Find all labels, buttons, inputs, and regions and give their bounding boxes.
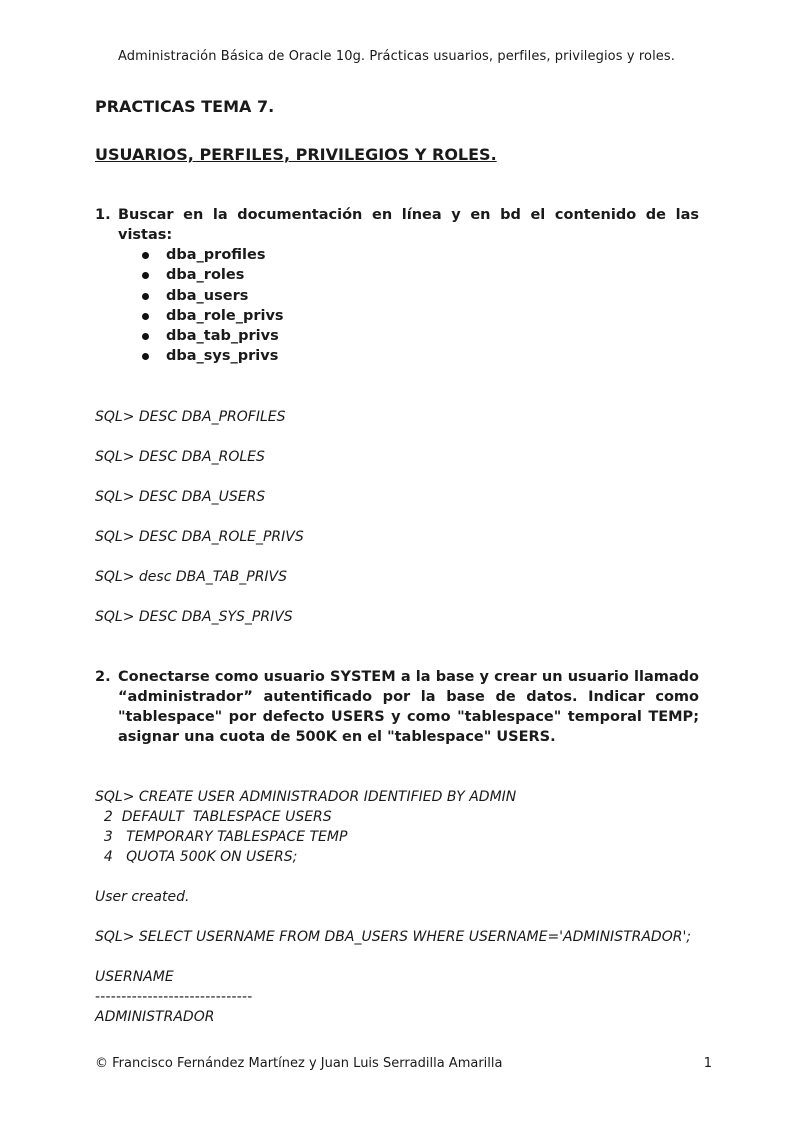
question-number: 1.	[95, 207, 111, 223]
sql-prompt: SQL	[95, 789, 123, 805]
list-item: dba_profiles	[140, 245, 284, 265]
sql-prompt: SQL	[95, 569, 123, 585]
list-item: dba_tab_privs	[140, 326, 284, 346]
sql-prompt: SQL	[95, 489, 123, 505]
sql-desc-users: SQL> DESC DBA_USERS	[95, 489, 266, 505]
running-header: Administración Básica de Oracle 10g. Prácticas usuarios, perfiles, privilegios y roles.	[118, 49, 675, 64]
views-list	[140, 245, 284, 367]
bullet-icon	[142, 353, 149, 360]
question-1	[95, 205, 699, 245]
sql-desc-sys-privs: SQL> DESC DBA_SYS_PRIVS	[95, 609, 293, 625]
list-item: dba_role_privs	[140, 306, 284, 326]
bullet-icon	[142, 252, 149, 259]
list-item: dba_roles	[140, 265, 284, 285]
sql-create-user: SQL> CREATE USER ADMINISTRADOR IDENTIFIED BY ADMIN 2 DEFAULT TABLESPACE USERS 3 TEMPORARY TABLESPACE TEMP 4 QUOTA 500K ON USERS;	[95, 789, 517, 865]
question-number: 2.	[95, 669, 111, 685]
footer-copyright: © Francisco Fernández Martínez y Juan Luis Serradilla Amarilla	[95, 1056, 503, 1071]
bullet-icon	[142, 333, 149, 340]
sql-prompt: SQL	[95, 409, 123, 425]
sql-prompt: SQL	[95, 929, 123, 945]
sql-prompt: SQL	[95, 529, 123, 545]
bullet-icon	[142, 293, 149, 300]
sql-user-created: User created.	[95, 889, 190, 905]
bullet-icon	[142, 272, 149, 279]
sql-select-query: SQL> SELECT USERNAME FROM DBA_USERS WHERE USERNAME='ADMINISTRADOR';	[95, 929, 692, 945]
main-title: PRACTICAS TEMA 7.	[95, 97, 275, 116]
page-footer	[95, 1056, 712, 1071]
bullet-icon	[142, 313, 149, 320]
result-separator: ------------------------------	[95, 989, 253, 1005]
result-column-header: USERNAME	[95, 969, 174, 985]
list-item: dba_users	[140, 286, 284, 306]
sub-title: USUARIOS, PERFILES, PRIVILEGIOS Y ROLES.	[95, 145, 497, 164]
question-text: Buscar en la documentación en línea y en bd el contenido de las vistas:	[118, 207, 699, 243]
sql-prompt: SQL	[95, 449, 123, 465]
sql-prompt: SQL	[95, 609, 123, 625]
question-2	[95, 667, 699, 747]
sql-desc-profiles: SQL> DESC DBA_PROFILES	[95, 409, 286, 425]
sql-desc-roles: SQL> DESC DBA_ROLES	[95, 449, 265, 465]
page-number: 1	[703, 1056, 712, 1071]
sql-desc-role-privs: SQL> DESC DBA_ROLE_PRIVS	[95, 529, 304, 545]
result-value: ADMINISTRADOR	[95, 1009, 215, 1025]
question-text: Conectarse como usuario SYSTEM a la base y crear un usuario llamado “administrador” autentificado por la base de datos. Indicar como "tablespace" por defecto USERS y como "tablespace" temporal TEMP; asignar una cuota de 500K en el "tablespace" USERS.	[118, 669, 699, 745]
list-item: dba_sys_privs	[140, 346, 284, 366]
sql-desc-tab-privs: SQL> desc DBA_TAB_PRIVS	[95, 569, 288, 585]
